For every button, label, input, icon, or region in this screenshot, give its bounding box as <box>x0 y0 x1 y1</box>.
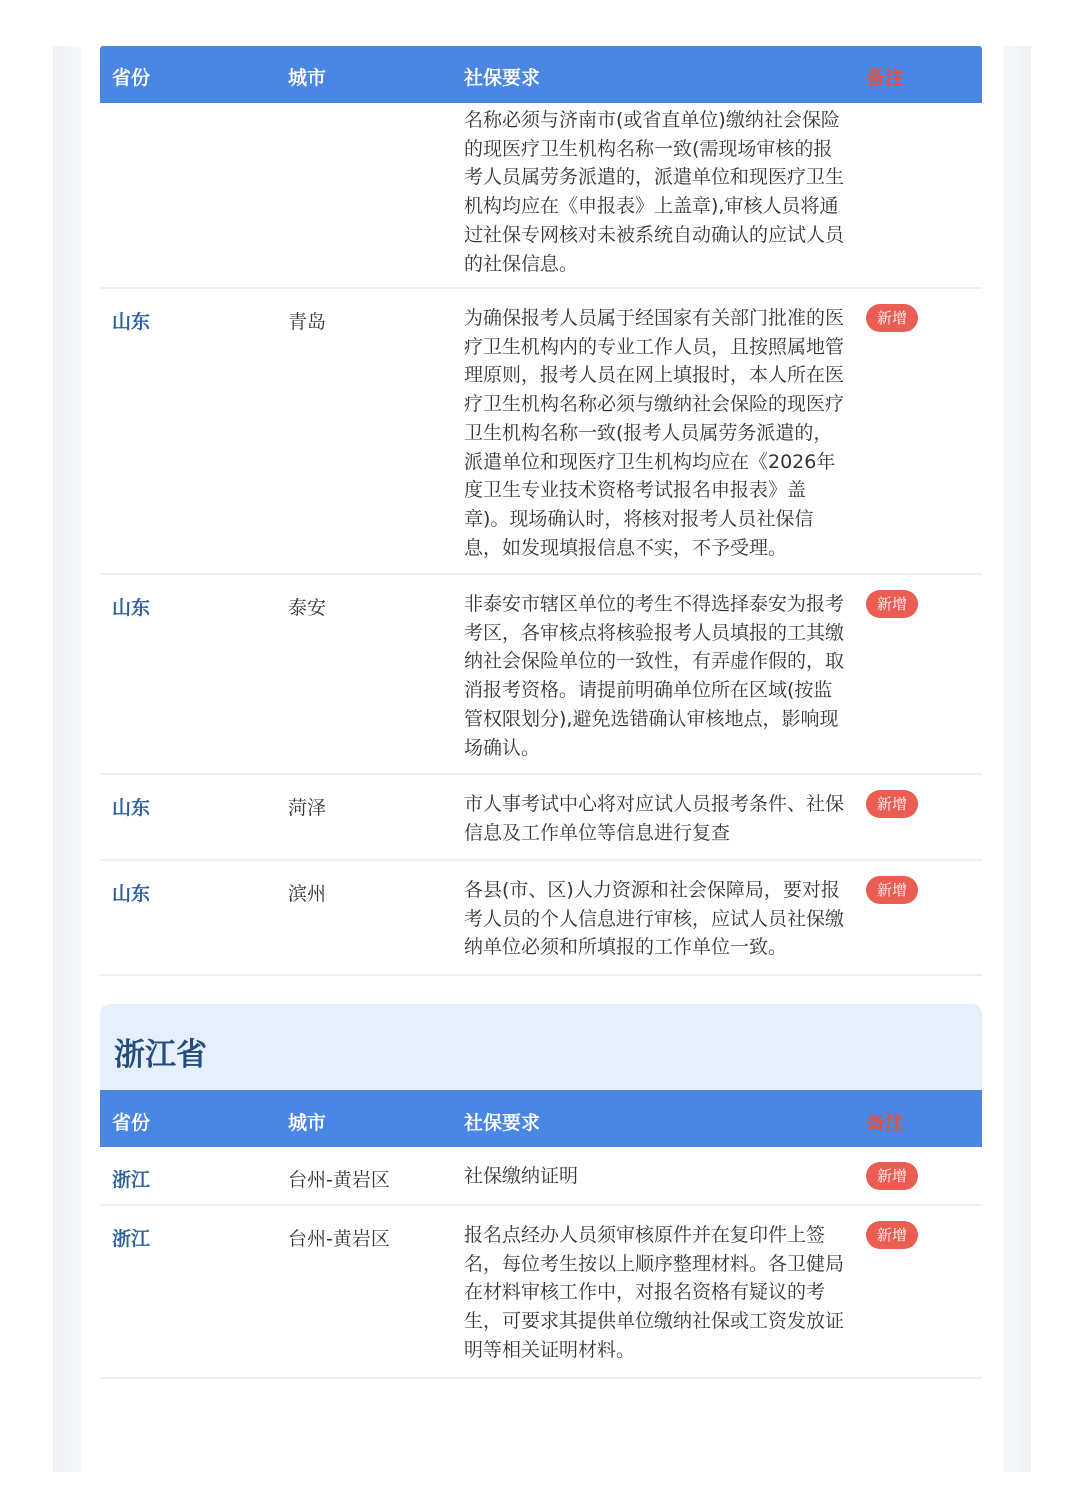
province-cell: 浙江 <box>112 1228 151 1250</box>
table-row <box>100 575 982 775</box>
new-badge: 新增 <box>866 304 918 332</box>
city-cell: 台州-黄岩区 <box>288 1169 390 1191</box>
province-cell: 山东 <box>112 797 151 819</box>
new-badge: 新增 <box>866 790 918 818</box>
requirement-cell: 报名点经办人员须审核原件并在复印件上签名，每位考生按以上顺序整理材料。各卫健局在材料审核工作中，对报名资格有疑议的考生，可要求其提供单位缴纳社保或工资发放证明等相关证明材料。 <box>464 1224 845 1361</box>
province-cell: 山东 <box>112 597 151 619</box>
city-cell: 菏泽 <box>288 797 327 819</box>
new-badge: 新增 <box>866 1221 918 1249</box>
zhejiang-table <box>100 1090 982 1379</box>
page-shadow-left <box>53 46 81 1472</box>
requirement-cell: 各县(市、区)人力资源和社会保障局，要对报考人员的个人信息进行审核，应试人员社保缴纳单位必须和所填报的工作单位一致。 <box>464 879 845 959</box>
requirement-cell: 市人事考试中心将对应试人员报考条件、社保信息及工作单位等信息进行复查 <box>464 793 845 844</box>
province-cell: 山东 <box>112 883 151 905</box>
city-cell: 台州-黄岩区 <box>288 1228 390 1250</box>
province-cell: 浙江 <box>112 1169 151 1191</box>
header-city: 城市 <box>288 67 327 89</box>
requirement-cell: 名称必须与济南市(或省直单位)缴纳社会保险的现医疗卫生机构名称一致(需现场审核的报考人员属劳务派遣的，派遣单位和现医疗卫生机构均应在《申报表》上盖章),审核人员将通过社保专网核对未被系统自动确认的应试人员的社保信息。 <box>464 109 845 275</box>
page-shadow-right <box>1003 46 1031 1472</box>
city-cell: 滨州 <box>288 883 327 905</box>
province-cell: 山东 <box>112 311 151 333</box>
header-requirement: 社保要求 <box>464 67 541 89</box>
header-province: 省份 <box>112 1112 151 1134</box>
header-note: 备注 <box>866 67 905 89</box>
requirement-cell: 为确保报考人员属于经国家有关部门批准的医疗卫生机构内的专业工作人员，且按照属地管理原则，报考人员在网上填报时，本人所在医疗卫生机构名称必须与缴纳社会保险的现医疗卫生机构名称一致(报考人员属劳务派遣的，派遣单位和现医疗卫生机构均应在《2026年度卫生专业技术资格考试报名申报表》盖章)。现场确认时，将核对报考人员社保信息，如发现填报信息不实，不予受理。 <box>464 307 845 559</box>
table-row <box>100 103 982 289</box>
city-cell: 泰安 <box>288 597 327 619</box>
table-header <box>100 1090 982 1147</box>
header-requirement: 社保要求 <box>464 1112 541 1134</box>
header-city: 城市 <box>288 1112 327 1134</box>
table-row <box>100 775 982 861</box>
requirement-cell: 非泰安市辖区单位的考生不得选择泰安为报考考区，各审核点将核验报考人员填报的工其缴纳社会保险单位的一致性，有弄虚作假的，取消报考资格。请提前明确单位所在区域(按监管权限划分),避免选错确认审核地点，影响现场确认。 <box>464 593 845 759</box>
table-row <box>100 289 982 575</box>
shandong-table <box>100 46 982 976</box>
section-title-zhejiang <box>100 1004 982 1090</box>
section-title-text: 浙江省 <box>114 1037 207 1073</box>
city-cell: 青岛 <box>288 311 327 333</box>
header-note: 备注 <box>866 1112 905 1134</box>
new-badge: 新增 <box>866 1162 918 1190</box>
table-header <box>100 46 982 103</box>
table-row <box>100 1206 982 1379</box>
new-badge: 新增 <box>866 590 918 618</box>
table-row <box>100 861 982 976</box>
requirement-cell: 社保缴纳证明 <box>464 1165 579 1187</box>
header-province: 省份 <box>112 67 151 89</box>
new-badge: 新增 <box>866 876 918 904</box>
table-row <box>100 1147 982 1206</box>
